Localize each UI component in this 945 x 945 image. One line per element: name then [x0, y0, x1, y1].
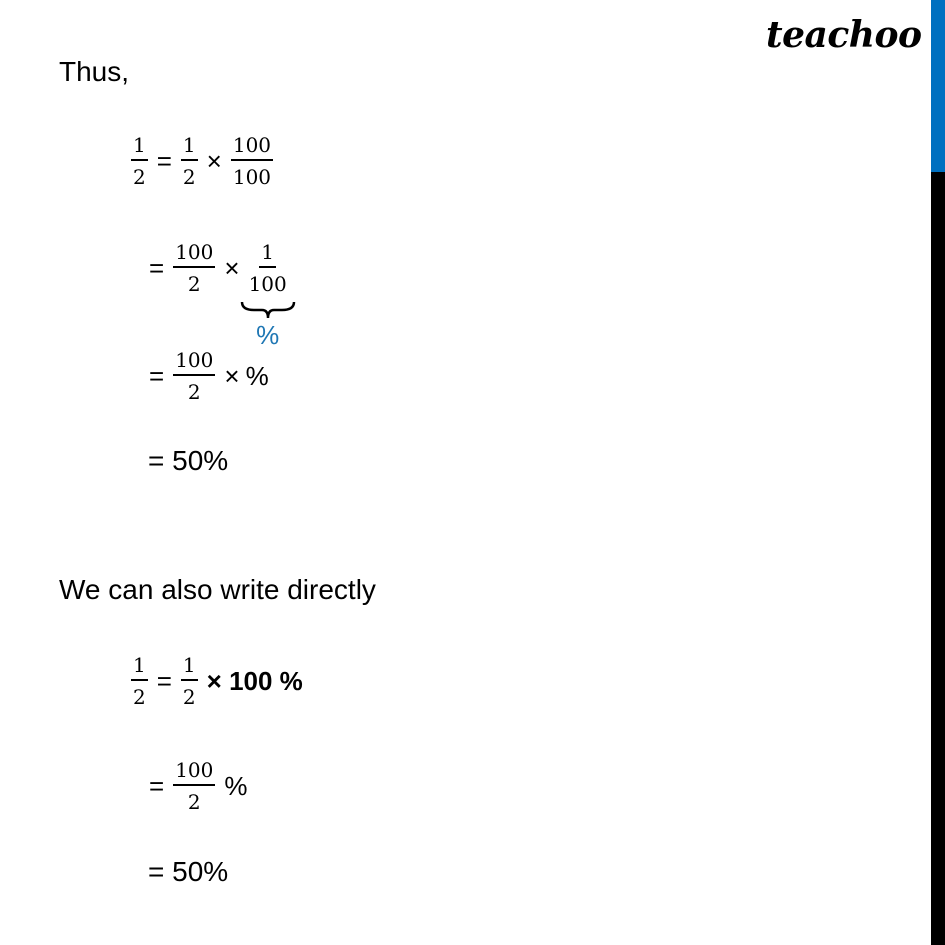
fraction: $\frac{100}{2}$ [175, 348, 214, 404]
fraction: $\frac{1}{100}$ [248, 240, 287, 296]
heading-thus: Thus, [59, 56, 130, 87]
side-accent-bar [931, 0, 945, 945]
bold-times-100-percent: × 100 % [206, 665, 303, 696]
heading-directly: We can also write directly [59, 574, 376, 605]
underbrace-group [246, 240, 290, 350]
teachoo-logo: teachoo [766, 14, 922, 56]
equation-line-3: = $\frac{100}{2}$ × % [149, 348, 269, 404]
fraction: $\frac{1}{2}$ [133, 653, 146, 709]
underbrace-icon [240, 300, 296, 320]
equation-line-2: = $\frac{100}{2}$ × $\frac{1}{100}$ % [143, 242, 290, 294]
equation-line-1: $\frac{1}{2}$ = $\frac{1}{2}$ × $\frac{100}{100}$ [133, 133, 272, 189]
result-line-2: = 50% [148, 856, 229, 887]
fraction: $\frac{100}{2}$ [175, 240, 214, 296]
fraction: $\frac{1}{2}$ [133, 133, 146, 189]
side-accent-blue [931, 0, 945, 172]
equation-line-4: $\frac{1}{2}$ = $\frac{1}{2}$ × 100 % [133, 653, 303, 709]
fraction: $\frac{100}{100}$ [232, 133, 272, 189]
fraction: $\frac{1}{2}$ [182, 653, 196, 709]
percent-annotation: % [256, 320, 280, 350]
fraction: $\frac{100}{2}$ [175, 758, 214, 814]
fraction: $\frac{1}{2}$ [182, 133, 196, 189]
result-line-1: = 50% [148, 445, 229, 476]
equation-line-5: = $\frac{100}{2}$ % [149, 758, 248, 814]
